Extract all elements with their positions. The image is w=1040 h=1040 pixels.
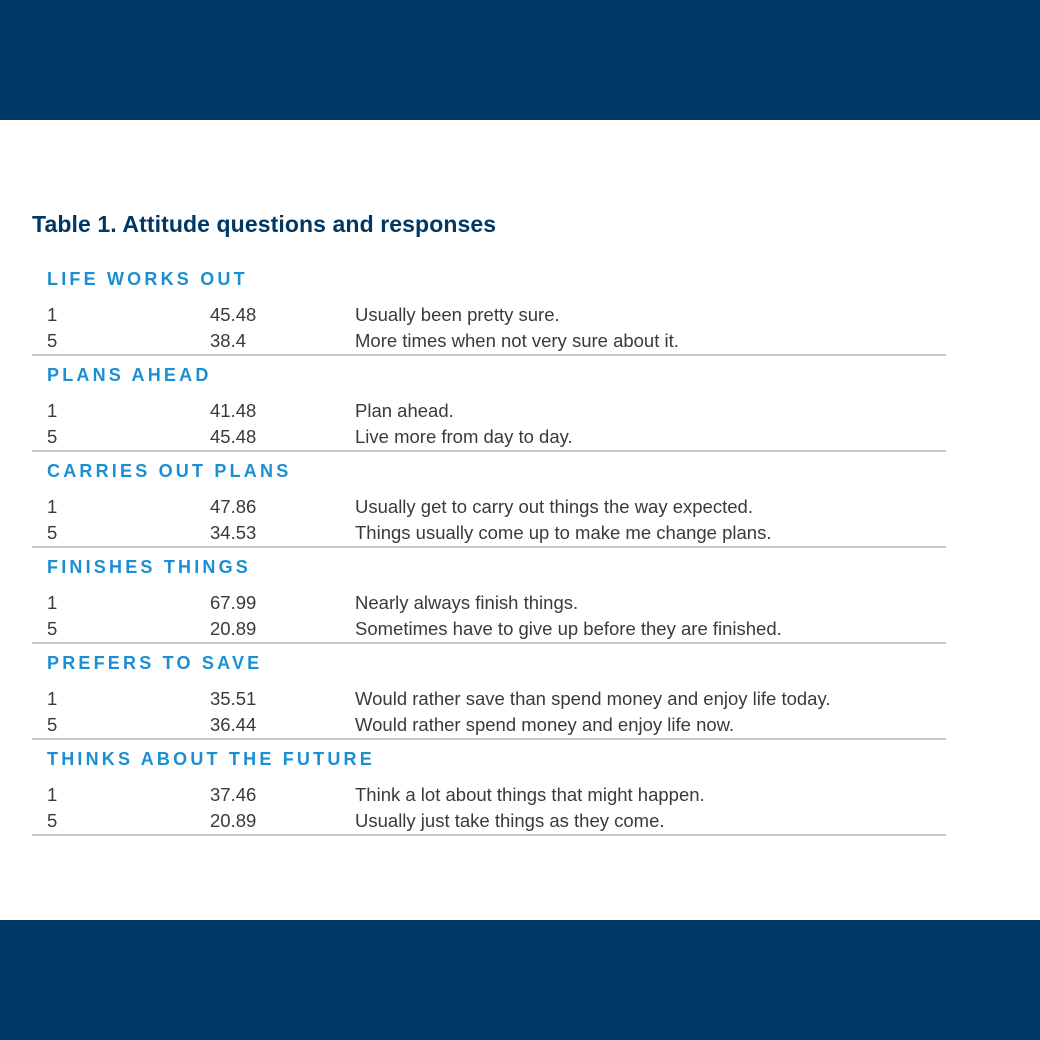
table-row: [32, 520, 946, 546]
value-cell: 47.86: [210, 496, 257, 517]
table-section-thinks-about-the-future: [32, 740, 946, 836]
table-row: [32, 712, 946, 738]
value-cell: 38.4: [210, 330, 247, 351]
value-cell: 34.53: [210, 522, 257, 543]
table-row: [32, 808, 946, 834]
section-heading: PLANS AHEAD: [47, 365, 212, 385]
description-cell: More times when not very sure about it.: [355, 330, 679, 351]
description-cell: Usually been pretty sure.: [355, 304, 560, 325]
attitude-table: [32, 260, 946, 836]
table-section-finishes-things: [32, 548, 946, 644]
table-section-carries-out-plans: [32, 452, 946, 548]
description-cell: Nearly always finish things.: [355, 592, 579, 613]
top-banner: [0, 0, 1040, 120]
table-row: [32, 328, 946, 354]
value-cell: 67.99: [210, 592, 257, 613]
value-cell: 35.51: [210, 688, 257, 709]
table-section-plans-ahead: [32, 356, 946, 452]
scale-cell: 5: [47, 810, 58, 831]
table-row: [32, 616, 946, 642]
scale-cell: 5: [47, 714, 58, 735]
table-row: [32, 398, 946, 424]
section-heading: PREFERS TO SAVE: [47, 653, 263, 673]
table-section-life-works-out: [32, 260, 946, 356]
description-cell: Things usually come up to make me change plans.: [355, 522, 772, 543]
value-cell: 41.48: [210, 400, 257, 421]
table-row: [32, 782, 946, 808]
scale-cell: 1: [47, 784, 58, 805]
scale-cell: 5: [47, 426, 58, 447]
value-cell: 45.48: [210, 304, 257, 325]
table-row: [32, 686, 946, 712]
description-cell: Usually get to carry out things the way expected.: [355, 496, 753, 517]
value-cell: 45.48: [210, 426, 257, 447]
scale-cell: 1: [47, 688, 58, 709]
value-cell: 20.89: [210, 618, 257, 639]
section-heading: FINISHES THINGS: [47, 557, 252, 577]
scale-cell: 5: [47, 618, 58, 639]
table-row: [32, 590, 946, 616]
section-heading: CARRIES OUT PLANS: [47, 461, 292, 481]
scale-cell: 1: [47, 496, 58, 517]
scale-cell: 5: [47, 330, 58, 351]
description-cell: Plan ahead.: [355, 400, 454, 421]
value-cell: 37.46: [210, 784, 257, 805]
value-cell: 20.89: [210, 810, 257, 831]
section-heading: LIFE WORKS OUT: [47, 269, 248, 289]
description-cell: Would rather spend money and enjoy life now.: [355, 714, 735, 735]
description-cell: Think a lot about things that might happen.: [355, 784, 705, 805]
section-heading: THINKS ABOUT THE FUTURE: [47, 749, 375, 769]
description-cell: Live more from day to day.: [355, 426, 573, 447]
table-row: [32, 302, 946, 328]
description-cell: Usually just take things as they come.: [355, 810, 665, 831]
table-section-prefers-to-save: [32, 644, 946, 740]
value-cell: 36.44: [210, 714, 257, 735]
bottom-banner: [0, 920, 1040, 1040]
description-cell: Would rather save than spend money and enjoy life today.: [355, 688, 831, 709]
table-row: [32, 424, 946, 450]
description-cell: Sometimes have to give up before they are finished.: [355, 618, 782, 639]
table-title: Table 1. Attitude questions and responses: [32, 211, 497, 237]
scale-cell: 5: [47, 522, 58, 543]
scale-cell: 1: [47, 592, 58, 613]
scale-cell: 1: [47, 304, 58, 325]
table-row: [32, 494, 946, 520]
scale-cell: 1: [47, 400, 58, 421]
